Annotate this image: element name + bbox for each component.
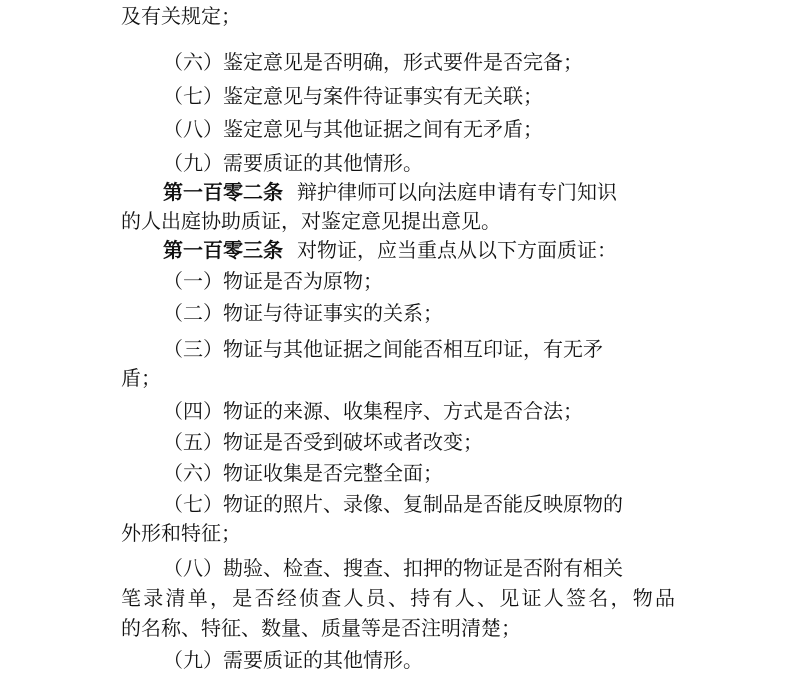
article-text: 对物证，应当重点从以下方面质证： — [297, 238, 617, 262]
text-line: 盾； — [121, 366, 161, 390]
text-line: （九）需要质证的其他情形。 — [163, 151, 423, 175]
article-103-line — [163, 238, 617, 262]
text-line: （四）物证的来源、收集程序、方式是否合法； — [163, 399, 583, 423]
article-heading: 第一百零二条 — [163, 180, 283, 204]
article-text: 辩护律师可以向法庭申请有专门知识 — [297, 180, 617, 204]
text-line: 的名称、特征、数量、质量等是否注明清楚； — [121, 616, 521, 640]
text-line: 笔录清单，是否经侦查人员、持有人、见证人签名，物品 — [121, 586, 675, 610]
text-line: （六）物证收集是否完整全面； — [163, 461, 443, 485]
text-line: （九）需要质证的其他情形。 — [163, 648, 423, 672]
text-line: （七）物证的照片、录像、复制品是否能反映原物的 — [163, 492, 623, 516]
article-heading: 第一百零三条 — [163, 238, 283, 262]
text-line: （八）鉴定意见与其他证据之间有无矛盾； — [163, 117, 543, 141]
text-line: （三）物证与其他证据之间能否相互印证，有无矛 — [163, 337, 603, 361]
text-line: 及有关规定； — [121, 4, 241, 28]
text-line: （六）鉴定意见是否明确，形式要件是否完备； — [163, 50, 583, 74]
text-line: （五）物证是否受到破坏或者改变； — [163, 430, 483, 454]
text-line: （八）勘验、检查、搜查、扣押的物证是否附有相关 — [163, 556, 623, 580]
text-line: （一）物证是否为原物； — [163, 269, 383, 293]
text-line: 外形和特征； — [121, 521, 241, 545]
text-line: （七）鉴定意见与案件待证事实有无关联； — [163, 84, 543, 108]
text-line: 的人出庭协助质证，对鉴定意见提出意见。 — [121, 209, 501, 233]
article-102-line — [163, 180, 617, 204]
text-line: （二）物证与待证事实的关系； — [163, 301, 443, 325]
